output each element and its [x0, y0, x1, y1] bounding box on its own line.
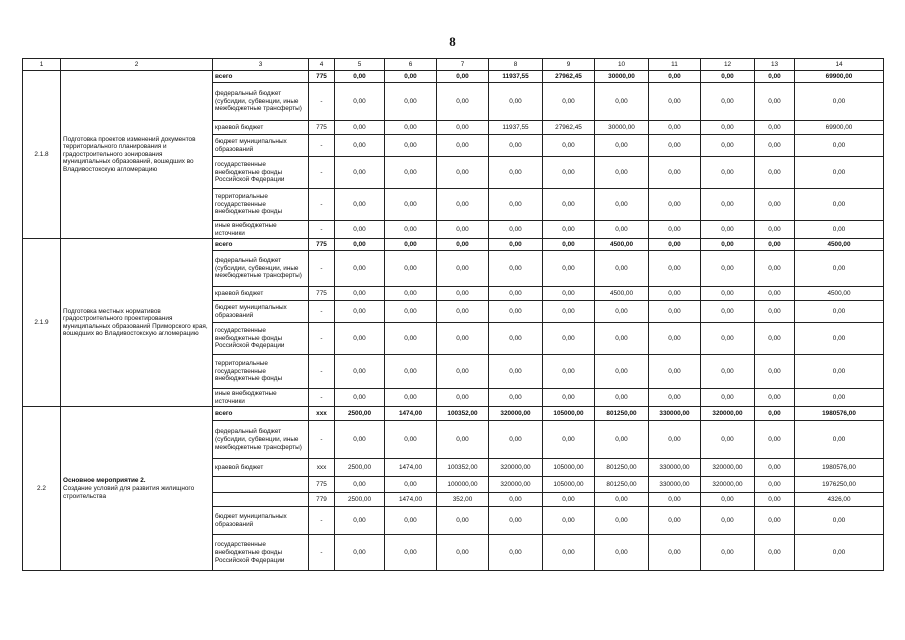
amount-cell: 0,00: [543, 239, 595, 251]
funding-source: всего: [213, 239, 309, 251]
amount-cell: 0,00: [335, 135, 385, 157]
amount-cell: 0,00: [595, 251, 649, 287]
amount-cell: 1474,00: [385, 459, 437, 477]
amount-cell: 1980576,00: [795, 407, 884, 421]
amount-cell: 0,00: [595, 355, 649, 389]
amount-cell: 0,00: [755, 407, 795, 421]
amount-cell: 0,00: [755, 251, 795, 287]
amount-cell: 0,00: [335, 121, 385, 135]
amount-cell: 0,00: [795, 135, 884, 157]
amount-cell: 0,00: [649, 507, 701, 535]
item-description: [61, 71, 213, 239]
item-description-text: Создание условий для развития жилищного строительства: [63, 485, 195, 500]
agency-code: -: [309, 157, 335, 189]
amount-cell: 0,00: [489, 157, 543, 189]
agency-code: -: [309, 323, 335, 355]
amount-cell: 0,00: [595, 323, 649, 355]
amount-cell: 0,00: [649, 389, 701, 407]
funding-source: федеральный бюджет (субсидии, субвенции, иные межбюджетные трансферты): [213, 83, 309, 121]
amount-cell: 0,00: [795, 323, 884, 355]
amount-cell: 0,00: [335, 421, 385, 459]
amount-cell: 0,00: [595, 535, 649, 571]
amount-cell: 0,00: [489, 535, 543, 571]
amount-cell: 0,00: [489, 507, 543, 535]
agency-code: -: [309, 135, 335, 157]
funding-source: [213, 493, 309, 507]
amount-cell: 0,00: [649, 421, 701, 459]
amount-cell: 105000,00: [543, 459, 595, 477]
amount-cell: 0,00: [795, 189, 884, 221]
amount-cell: 0,00: [701, 323, 755, 355]
amount-cell: 0,00: [543, 421, 595, 459]
amount-cell: 0,00: [701, 239, 755, 251]
amount-cell: 0,00: [795, 157, 884, 189]
column-header: 9: [543, 59, 595, 71]
funding-source: всего: [213, 407, 309, 421]
amount-cell: 0,00: [543, 355, 595, 389]
amount-cell: 0,00: [543, 135, 595, 157]
item-description: [61, 239, 213, 407]
amount-cell: 0,00: [489, 493, 543, 507]
amount-cell: 0,00: [335, 535, 385, 571]
amount-cell: 1980576,00: [795, 459, 884, 477]
amount-cell: 27962,45: [543, 71, 595, 83]
amount-cell: 320000,00: [489, 407, 543, 421]
amount-cell: 0,00: [701, 83, 755, 121]
amount-cell: 0,00: [543, 535, 595, 571]
amount-cell: 4500,00: [595, 239, 649, 251]
column-header: 4: [309, 59, 335, 71]
amount-cell: 0,00: [437, 83, 489, 121]
column-header: 12: [701, 59, 755, 71]
amount-cell: 4326,00: [795, 493, 884, 507]
amount-cell: 0,00: [335, 355, 385, 389]
amount-cell: 0,00: [755, 323, 795, 355]
funding-source: краевой бюджет: [213, 121, 309, 135]
agency-code: -: [309, 355, 335, 389]
amount-cell: 0,00: [489, 355, 543, 389]
column-header: 7: [437, 59, 489, 71]
amount-cell: 0,00: [335, 301, 385, 323]
total-row: [23, 71, 884, 83]
amount-cell: 0,00: [701, 189, 755, 221]
amount-cell: 0,00: [701, 507, 755, 535]
amount-cell: 0,00: [595, 83, 649, 121]
amount-cell: 0,00: [795, 301, 884, 323]
amount-cell: 0,00: [437, 421, 489, 459]
amount-cell: 30000,00: [595, 71, 649, 83]
amount-cell: 330000,00: [649, 407, 701, 421]
amount-cell: 0,00: [755, 477, 795, 493]
amount-cell: 0,00: [595, 189, 649, 221]
amount-cell: 0,00: [335, 287, 385, 301]
funding-source: бюджет муниципальных образований: [213, 301, 309, 323]
amount-cell: 0,00: [649, 323, 701, 355]
amount-cell: 0,00: [701, 221, 755, 239]
funding-source: всего: [213, 71, 309, 83]
amount-cell: 0,00: [489, 83, 543, 121]
amount-cell: 0,00: [649, 189, 701, 221]
amount-cell: 0,00: [701, 251, 755, 287]
agency-code: 775: [309, 71, 335, 83]
item-code: 2.2: [23, 407, 61, 571]
amount-cell: 0,00: [701, 301, 755, 323]
amount-cell: 330000,00: [649, 459, 701, 477]
amount-cell: 0,00: [437, 121, 489, 135]
column-header: 8: [489, 59, 543, 71]
amount-cell: 0,00: [755, 121, 795, 135]
amount-cell: 0,00: [755, 135, 795, 157]
amount-cell: 1976250,00: [795, 477, 884, 493]
agency-code: 775: [309, 121, 335, 135]
amount-cell: 0,00: [795, 83, 884, 121]
amount-cell: 0,00: [649, 239, 701, 251]
amount-cell: 320000,00: [701, 407, 755, 421]
amount-cell: 0,00: [755, 71, 795, 83]
amount-cell: 0,00: [795, 355, 884, 389]
amount-cell: 330000,00: [649, 477, 701, 493]
amount-cell: 0,00: [489, 221, 543, 239]
amount-cell: 0,00: [795, 389, 884, 407]
funding-source: федеральный бюджет (субсидии, субвенции, иные межбюджетные трансферты): [213, 421, 309, 459]
amount-cell: 0,00: [385, 157, 437, 189]
amount-cell: 1474,00: [385, 407, 437, 421]
column-header: 14: [795, 59, 884, 71]
amount-cell: 0,00: [755, 355, 795, 389]
amount-cell: 0,00: [489, 135, 543, 157]
amount-cell: 0,00: [701, 135, 755, 157]
amount-cell: 0,00: [437, 71, 489, 83]
amount-cell: 0,00: [335, 221, 385, 239]
funding-source: бюджет муниципальных образований: [213, 507, 309, 535]
agency-code: -: [309, 221, 335, 239]
funding-source: государственные внебюджетные фонды Российской Федерации: [213, 535, 309, 571]
amount-cell: 0,00: [437, 157, 489, 189]
column-header: 5: [335, 59, 385, 71]
agency-code: -: [309, 421, 335, 459]
amount-cell: 0,00: [543, 507, 595, 535]
amount-cell: 0,00: [335, 323, 385, 355]
amount-cell: 0,00: [701, 389, 755, 407]
amount-cell: 0,00: [437, 239, 489, 251]
amount-cell: 0,00: [649, 287, 701, 301]
column-header: 13: [755, 59, 795, 71]
amount-cell: 0,00: [543, 493, 595, 507]
amount-cell: 0,00: [755, 389, 795, 407]
funding-source: [213, 477, 309, 493]
amount-cell: 320000,00: [489, 459, 543, 477]
amount-cell: 0,00: [543, 83, 595, 121]
amount-cell: 0,00: [385, 477, 437, 493]
amount-cell: 0,00: [489, 421, 543, 459]
amount-cell: 0,00: [649, 83, 701, 121]
amount-cell: 11937,55: [489, 121, 543, 135]
amount-cell: 0,00: [437, 301, 489, 323]
amount-cell: 0,00: [437, 221, 489, 239]
amount-cell: 0,00: [385, 507, 437, 535]
amount-cell: 0,00: [385, 355, 437, 389]
amount-cell: 320000,00: [701, 477, 755, 493]
amount-cell: 0,00: [755, 239, 795, 251]
amount-cell: 0,00: [595, 493, 649, 507]
amount-cell: 0,00: [649, 251, 701, 287]
column-header: 3: [213, 59, 309, 71]
amount-cell: 0,00: [543, 251, 595, 287]
amount-cell: 4500,00: [795, 287, 884, 301]
amount-cell: 0,00: [385, 287, 437, 301]
funding-source: государственные внебюджетные фонды Российской Федерации: [213, 157, 309, 189]
amount-cell: 0,00: [385, 221, 437, 239]
amount-cell: 0,00: [385, 535, 437, 571]
funding-source: государственные внебюджетные фонды Российской Федерации: [213, 323, 309, 355]
amount-cell: 0,00: [755, 421, 795, 459]
amount-cell: 0,00: [385, 251, 437, 287]
amount-cell: 0,00: [649, 221, 701, 239]
agency-code: 775: [309, 287, 335, 301]
amount-cell: 2500,00: [335, 493, 385, 507]
total-row: [23, 407, 884, 421]
funding-source: бюджет муниципальных образований: [213, 135, 309, 157]
amount-cell: 0,00: [543, 389, 595, 407]
amount-cell: 0,00: [437, 535, 489, 571]
amount-cell: 0,00: [795, 221, 884, 239]
funding-source: иные внебюджетные источники: [213, 221, 309, 239]
header-row: [23, 59, 884, 71]
amount-cell: 0,00: [437, 189, 489, 221]
amount-cell: 69900,00: [795, 121, 884, 135]
funding-source: краевой бюджет: [213, 459, 309, 477]
amount-cell: 0,00: [755, 493, 795, 507]
amount-cell: 0,00: [543, 323, 595, 355]
amount-cell: 0,00: [701, 535, 755, 571]
amount-cell: 0,00: [335, 157, 385, 189]
amount-cell: 0,00: [543, 287, 595, 301]
amount-cell: 0,00: [595, 507, 649, 535]
amount-cell: 1474,00: [385, 493, 437, 507]
amount-cell: 0,00: [543, 189, 595, 221]
amount-cell: 0,00: [595, 389, 649, 407]
amount-cell: 0,00: [437, 507, 489, 535]
amount-cell: 0,00: [489, 389, 543, 407]
amount-cell: 0,00: [755, 83, 795, 121]
funding-source: территориальные государственные внебюджетные фонды: [213, 355, 309, 389]
amount-cell: 0,00: [701, 421, 755, 459]
amount-cell: 0,00: [385, 421, 437, 459]
item-description-text: Подготовка проектов изменений документов территориального планирования и градостроительного зонирования муниципальных образований, вошедших во Владивостокскую агломерацию: [63, 135, 196, 173]
amount-cell: 0,00: [755, 189, 795, 221]
amount-cell: 801250,00: [595, 407, 649, 421]
amount-cell: 0,00: [335, 189, 385, 221]
amount-cell: 105000,00: [543, 407, 595, 421]
agency-code: -: [309, 535, 335, 571]
item-title: Основное мероприятие 2.: [63, 477, 146, 485]
agency-code: ххх: [309, 459, 335, 477]
amount-cell: 0,00: [385, 389, 437, 407]
column-header: 6: [385, 59, 437, 71]
amount-cell: 0,00: [755, 535, 795, 571]
funding-source: краевой бюджет: [213, 287, 309, 301]
column-header: 1: [23, 59, 61, 71]
agency-code: 775: [309, 477, 335, 493]
amount-cell: 0,00: [649, 71, 701, 83]
amount-cell: 0,00: [543, 221, 595, 239]
funding-source: территориальные государственные внебюджетные фонды: [213, 189, 309, 221]
agency-code: -: [309, 189, 335, 221]
column-header: 11: [649, 59, 701, 71]
amount-cell: 0,00: [385, 83, 437, 121]
total-row: [23, 239, 884, 251]
amount-cell: 0,00: [701, 287, 755, 301]
amount-cell: 0,00: [649, 135, 701, 157]
amount-cell: 0,00: [437, 355, 489, 389]
agency-code: ххх: [309, 407, 335, 421]
amount-cell: 0,00: [335, 83, 385, 121]
column-header: 10: [595, 59, 649, 71]
amount-cell: 0,00: [385, 71, 437, 83]
amount-cell: 320000,00: [489, 477, 543, 493]
amount-cell: 0,00: [701, 157, 755, 189]
agency-code: -: [309, 251, 335, 287]
amount-cell: 320000,00: [701, 459, 755, 477]
amount-cell: 0,00: [489, 239, 543, 251]
amount-cell: 0,00: [649, 301, 701, 323]
amount-cell: 0,00: [795, 421, 884, 459]
amount-cell: 0,00: [489, 301, 543, 323]
amount-cell: 4500,00: [595, 287, 649, 301]
item-description-text: Подготовка местных нормативов градостроительного проектирования муниципальных образований Приморского края, вошедших во Владивостокскую агломерацию: [63, 307, 208, 338]
amount-cell: 4500,00: [795, 239, 884, 251]
item-code: 2.1.8: [23, 71, 61, 239]
agency-code: -: [309, 301, 335, 323]
amount-cell: 0,00: [335, 477, 385, 493]
item-description: [61, 407, 213, 571]
amount-cell: 0,00: [649, 493, 701, 507]
amount-cell: 30000,00: [595, 121, 649, 135]
amount-cell: 0,00: [755, 157, 795, 189]
amount-cell: 0,00: [595, 301, 649, 323]
amount-cell: 0,00: [385, 121, 437, 135]
amount-cell: 0,00: [489, 323, 543, 355]
amount-cell: 27962,45: [543, 121, 595, 135]
amount-cell: 0,00: [437, 135, 489, 157]
agency-code: 775: [309, 239, 335, 251]
agency-code: -: [309, 83, 335, 121]
amount-cell: 0,00: [543, 157, 595, 189]
agency-code: -: [309, 389, 335, 407]
amount-cell: 0,00: [795, 251, 884, 287]
amount-cell: 0,00: [437, 251, 489, 287]
amount-cell: 0,00: [755, 301, 795, 323]
amount-cell: 0,00: [649, 121, 701, 135]
amount-cell: 801250,00: [595, 477, 649, 493]
amount-cell: 2500,00: [335, 459, 385, 477]
amount-cell: 0,00: [755, 459, 795, 477]
amount-cell: 0,00: [437, 287, 489, 301]
amount-cell: 0,00: [701, 355, 755, 389]
amount-cell: 0,00: [795, 535, 884, 571]
amount-cell: 0,00: [489, 287, 543, 301]
amount-cell: 0,00: [595, 135, 649, 157]
amount-cell: 0,00: [489, 189, 543, 221]
amount-cell: 0,00: [385, 189, 437, 221]
amount-cell: 0,00: [595, 157, 649, 189]
amount-cell: 0,00: [755, 507, 795, 535]
amount-cell: 0,00: [385, 135, 437, 157]
amount-cell: 0,00: [649, 157, 701, 189]
amount-cell: 0,00: [335, 251, 385, 287]
amount-cell: 0,00: [335, 71, 385, 83]
amount-cell: 0,00: [649, 355, 701, 389]
agency-code: 779: [309, 493, 335, 507]
amount-cell: 0,00: [437, 323, 489, 355]
amount-cell: 0,00: [335, 389, 385, 407]
item-code: 2.1.9: [23, 239, 61, 407]
amount-cell: 69900,00: [795, 71, 884, 83]
amount-cell: 0,00: [595, 221, 649, 239]
amount-cell: 801250,00: [595, 459, 649, 477]
amount-cell: 100352,00: [437, 407, 489, 421]
amount-cell: 0,00: [385, 239, 437, 251]
amount-cell: 0,00: [755, 287, 795, 301]
amount-cell: 0,00: [335, 507, 385, 535]
amount-cell: 0,00: [385, 301, 437, 323]
amount-cell: 0,00: [755, 221, 795, 239]
amount-cell: 100000,00: [437, 477, 489, 493]
amount-cell: 352,00: [437, 493, 489, 507]
agency-code: -: [309, 507, 335, 535]
page-number: 8: [449, 34, 456, 49]
amount-cell: 0,00: [701, 493, 755, 507]
amount-cell: 0,00: [701, 121, 755, 135]
funding-source: иные внебюджетные источники: [213, 389, 309, 407]
amount-cell: 0,00: [701, 71, 755, 83]
budget-table: [22, 58, 884, 571]
amount-cell: 105000,00: [543, 477, 595, 493]
amount-cell: 2500,00: [335, 407, 385, 421]
amount-cell: 11937,55: [489, 71, 543, 83]
amount-cell: 0,00: [385, 323, 437, 355]
amount-cell: 0,00: [795, 507, 884, 535]
amount-cell: 100352,00: [437, 459, 489, 477]
column-header: 2: [61, 59, 213, 71]
amount-cell: 0,00: [543, 301, 595, 323]
amount-cell: 0,00: [595, 421, 649, 459]
amount-cell: 0,00: [437, 389, 489, 407]
amount-cell: 0,00: [489, 251, 543, 287]
funding-source: федеральный бюджет (субсидии, субвенции, иные межбюджетные трансферты): [213, 251, 309, 287]
amount-cell: 0,00: [335, 239, 385, 251]
amount-cell: 0,00: [649, 535, 701, 571]
